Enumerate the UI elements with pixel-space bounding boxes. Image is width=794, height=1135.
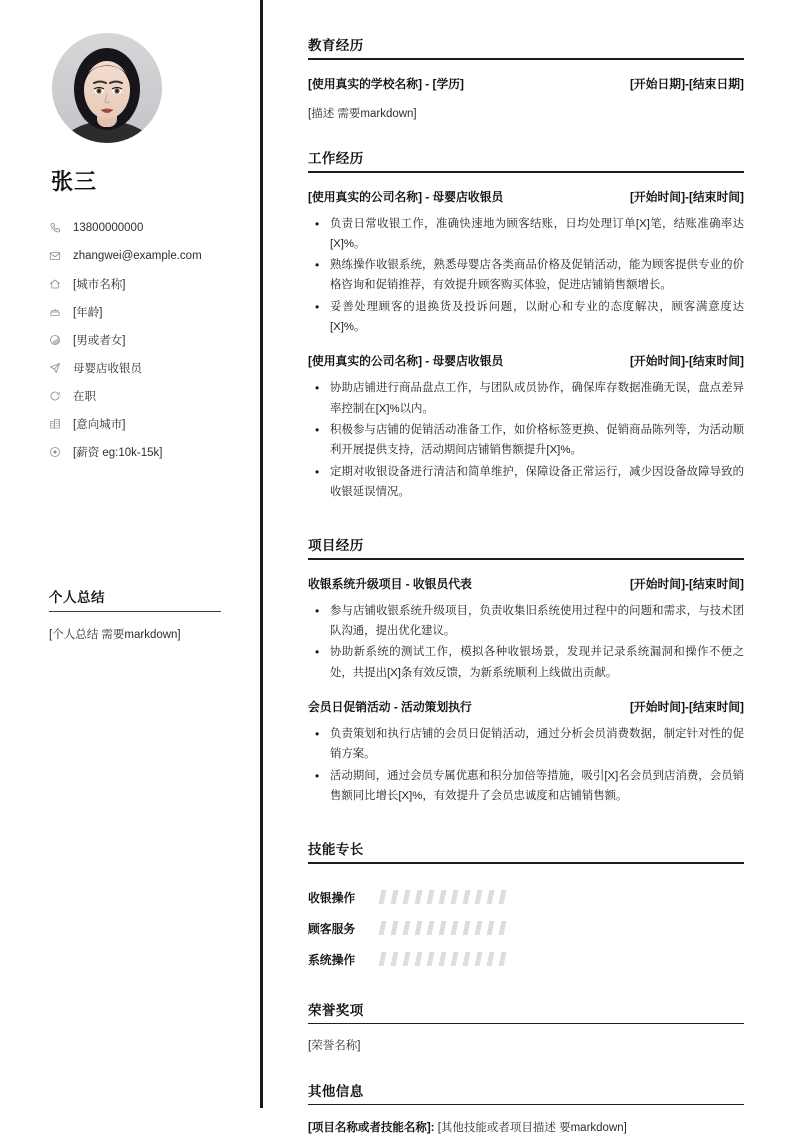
- skill-mark: [415, 921, 423, 935]
- bullet-list: [308, 724, 744, 806]
- contact-value: [城市名称]: [73, 279, 126, 291]
- contact-item-position[interactable]: [49, 354, 239, 382]
- project-entry: [308, 575, 744, 683]
- spacer: [308, 808, 744, 838]
- skill-mark: [499, 952, 507, 966]
- skill-mark: [475, 890, 483, 904]
- skill-mark: [427, 890, 435, 904]
- section-heading-work: 工作经历: [308, 150, 364, 166]
- section-education: [308, 34, 744, 123]
- entry-header: [308, 575, 744, 592]
- skill-mark: [427, 921, 435, 935]
- contact-value: 母婴店收银员: [73, 363, 142, 375]
- section-rule: [308, 58, 744, 60]
- skill-row: [308, 944, 744, 975]
- section-heading-honors: 荣誉奖项: [308, 1002, 364, 1018]
- education-entry: [308, 75, 744, 123]
- entry-title: 收银系统升级项目 - 收银员代表: [308, 576, 472, 591]
- skill-mark: [451, 890, 459, 904]
- skill-mark: [499, 890, 507, 904]
- personal-summary-rule: [49, 611, 221, 612]
- skill-mark: [487, 890, 495, 904]
- contact-item-gender[interactable]: [49, 326, 239, 354]
- refresh-icon: [49, 390, 69, 402]
- bullet-item: • 妥善处理顾客的退换货及投诉问题，以耐心和专业的态度解决，顾客满意度达[X]%。: [308, 297, 744, 338]
- section-other: [308, 1080, 744, 1135]
- section-rule: [308, 862, 744, 864]
- skill-mark: [451, 952, 459, 966]
- entry-header: [308, 75, 744, 92]
- skill-mark: [463, 921, 471, 935]
- skill-name: 收银操作: [308, 890, 356, 905]
- paper-plane-icon: [49, 362, 69, 374]
- section-work: [308, 147, 744, 502]
- bullet-item: • 熟练操作收银系统，熟悉母婴店各类商品价格及促销活动，能为顾客提供专业的价格咨询和促销推荐，有效提升顾客购买体验，促进店铺销售额增长。: [308, 255, 744, 296]
- contact-value: [年龄]: [73, 307, 103, 319]
- skill-mark: [415, 890, 423, 904]
- work-entry: [308, 188, 744, 338]
- bullet-item: • 负责策划和执行店铺的会员日促销活动，通过分析会员消费数据，制定针对性的促销方案。: [308, 724, 744, 765]
- contact-list: [49, 214, 239, 466]
- bullet-item: • 积极参与店铺的促销活动准备工作，如价格标签更换、促销商品陈列等，为活动顺利开展提供支持，活动期间店铺销售额提升[X]%。: [308, 420, 744, 461]
- contact-value: [男或者女]: [73, 335, 126, 347]
- contact-value: [薪资 eg:10k-15k]: [73, 447, 163, 459]
- entry-date: [开始日期]-[结束日期]: [629, 76, 744, 91]
- skill-mark: [475, 921, 483, 935]
- contact-value: 13800000000: [73, 222, 144, 234]
- cake-icon: [49, 306, 69, 318]
- home-icon: [49, 278, 69, 290]
- skill-mark: [403, 952, 411, 966]
- section-heading-other: 其他信息: [308, 1083, 364, 1099]
- entry-date: [开始时间]-[结束时间]: [629, 699, 744, 714]
- entry-header: [308, 698, 744, 715]
- other-info-label: [项目名称或者技能名称]:: [308, 1122, 435, 1135]
- contact-value: [意向城市]: [73, 419, 126, 431]
- other-info-description: [其他技能或者项目描述 要markdown]: [437, 1122, 627, 1135]
- skill-mark: [439, 890, 447, 904]
- skill-mark: [379, 921, 387, 935]
- spacer: [308, 125, 744, 147]
- section-projects: [308, 534, 744, 806]
- skill-mark: [415, 952, 423, 966]
- section-skills: [308, 838, 744, 975]
- skill-mark: [487, 921, 495, 935]
- person-name: 张三: [51, 169, 98, 194]
- entry-title: [使用真实的学校名称] - [学历]: [308, 76, 464, 91]
- skill-mark: [487, 952, 495, 966]
- entry-date: [开始时间]-[结束时间]: [629, 576, 744, 591]
- skill-mark: [379, 952, 387, 966]
- skill-mark: [451, 921, 459, 935]
- skill-mark: [463, 952, 471, 966]
- bullet-item: • 负责日常收银工作，准确快速地为顾客结账，日均处理订单[X]笔，结账准确率达[X]%。: [308, 214, 744, 255]
- skill-name: 系统操作: [308, 952, 356, 967]
- spacer: [308, 1058, 744, 1080]
- project-entry: [308, 698, 744, 806]
- skill-marks: [380, 890, 505, 904]
- skill-mark: [391, 921, 399, 935]
- bullet-item: • 参与店铺收银系统升级项目，负责收集旧系统使用过程中的问题和需求，与技术团队沟通，提出优化建议。: [308, 601, 744, 642]
- section-heading-education: 教育经历: [308, 38, 364, 53]
- sidebar: [0, 0, 263, 1108]
- work-entry: [308, 352, 744, 502]
- bullet-item: • 定期对收银设备进行清洁和简单维护，保障设备正常运行，减少因设备故障导致的收银延误情况。: [308, 462, 744, 503]
- section-rule: [308, 1104, 744, 1106]
- bullet-list: [308, 214, 744, 338]
- honors-body: [荣誉名称]: [308, 1040, 361, 1053]
- contact-item-age[interactable]: [49, 298, 239, 326]
- avatar-photo: [52, 33, 162, 143]
- entry-header: [308, 188, 744, 205]
- section-rule: [308, 171, 744, 173]
- skill-mark: [403, 921, 411, 935]
- section-heading-projects: 项目经历: [308, 538, 364, 554]
- envelope-icon: [49, 250, 69, 262]
- contact-item-email[interactable]: [49, 242, 239, 270]
- section-honors: [308, 999, 744, 1056]
- personal-summary-heading: 个人总结: [49, 590, 105, 605]
- skill-list: [308, 882, 744, 975]
- section-heading-skills: 技能专长: [308, 842, 364, 858]
- contact-item-status[interactable]: [49, 382, 239, 410]
- contact-item-phone[interactable]: [49, 214, 239, 242]
- entry-title: [使用真实的公司名称] - 母婴店收银员: [308, 354, 504, 369]
- skill-mark: [391, 890, 399, 904]
- contact-item-city[interactable]: [49, 270, 239, 298]
- skill-mark: [499, 921, 507, 935]
- skill-mark: [439, 921, 447, 935]
- bullet-list: [308, 378, 744, 502]
- skill-name: 顾客服务: [308, 921, 356, 936]
- entry-title: 会员日促销活动 - 活动策划执行: [308, 699, 472, 714]
- section-rule: [308, 1023, 744, 1025]
- bullet-item: • 协助店铺进行商品盘点工作，与团队成员协作，确保库存数据准确无误，盘点差异率控制在[X]%以内。: [308, 378, 744, 419]
- skill-mark: [475, 952, 483, 966]
- target-icon: [49, 446, 69, 458]
- personal-summary-body: [个人总结 需要markdown]: [49, 629, 181, 641]
- gender-icon: [49, 334, 69, 346]
- bullet-item: • 活动期间，通过会员专属优惠和积分加倍等措施，吸引[X]名会员到店消费，会员销售额同比增长[X]%，有效提升了会员忠诚度和店铺销售额。: [308, 766, 744, 807]
- entry-date: [开始时间]-[结束时间]: [629, 354, 744, 369]
- skill-row: [308, 913, 744, 944]
- skill-marks: [380, 921, 505, 935]
- phone-icon: [49, 222, 69, 234]
- skill-mark: [403, 890, 411, 904]
- avatar: [52, 33, 162, 143]
- skill-mark: [427, 952, 435, 966]
- skill-mark: [391, 952, 399, 966]
- other-info-line: [308, 1119, 744, 1135]
- bullet-item: • 协助新系统的测试工作，模拟各种收银场景，发现并记录系统漏洞和操作不便之处，共提出[X]条有效反馈，为新系统顺利上线做出贡献。: [308, 642, 744, 683]
- education-description: [描述 需要markdown]: [308, 107, 417, 120]
- skill-mark: [463, 890, 471, 904]
- contact-item-target-city[interactable]: [49, 410, 239, 438]
- building-icon: [49, 418, 69, 430]
- entry-date: [开始时间]-[结束时间]: [629, 189, 744, 204]
- skill-row: [308, 882, 744, 913]
- section-rule: [308, 558, 744, 560]
- contact-value: 在职: [73, 391, 96, 403]
- skill-marks: [380, 952, 505, 966]
- personal-summary-section: [49, 586, 239, 646]
- spacer: [308, 977, 744, 999]
- skill-mark: [379, 890, 387, 904]
- entry-header: [308, 352, 744, 369]
- entry-title: [使用真实的公司名称] - 母婴店收银员: [308, 189, 504, 204]
- contact-value: zhangwei@example.com: [73, 250, 202, 262]
- skill-mark: [439, 952, 447, 966]
- main-content: [263, 0, 794, 1135]
- spacer: [308, 504, 744, 534]
- bullet-list: [308, 601, 744, 683]
- contact-item-salary[interactable]: [49, 438, 239, 466]
- portrait-illustration: [52, 33, 162, 143]
